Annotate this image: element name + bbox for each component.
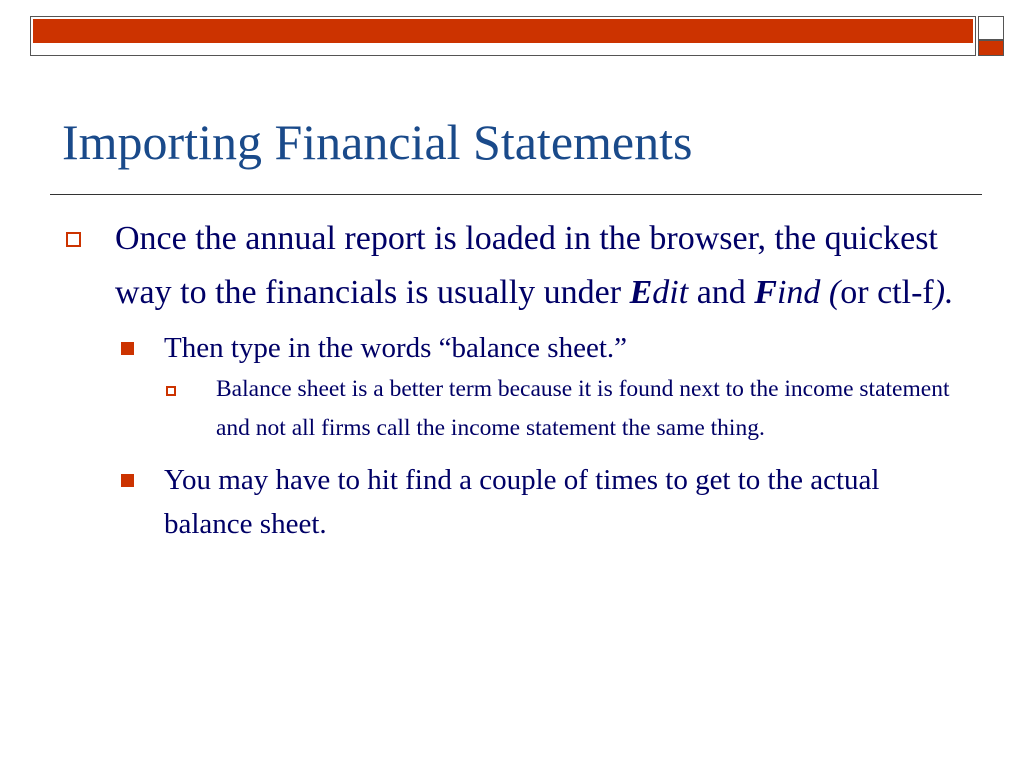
bullet-text: Balance sheet is a better term because it is found next to the income statement and not all firms call the income statement the same thing. xyxy=(216,376,950,441)
top-banner-stripe xyxy=(33,19,973,43)
bullet-text-and: and xyxy=(688,274,755,311)
edit-menu-rest: dit xyxy=(652,274,689,311)
bullet-level1-item xyxy=(115,212,955,320)
bullet-text-closing: ). xyxy=(933,274,954,311)
corner-box-bottom xyxy=(978,40,1004,56)
top-banner xyxy=(30,16,976,56)
bullet-text-intro: Once the annual report is loaded in the browser, the quickest way to the financials is usually under xyxy=(115,220,938,311)
edit-menu-initial: E xyxy=(629,274,653,311)
bullet-text: You may have to hit find a couple of times to get to the actual balance sheet. xyxy=(164,464,880,540)
find-menu-initial: F xyxy=(754,274,777,311)
bullet-text: Then type in the words “balance sheet.” xyxy=(164,332,628,364)
solid-square-bullet-icon xyxy=(121,342,134,355)
hollow-square-bullet-icon xyxy=(166,386,176,396)
find-menu-rest: ind ( xyxy=(776,274,841,311)
bullet-level3-item xyxy=(216,370,976,448)
shortcut-text: or ctl-f xyxy=(840,274,934,311)
title-divider xyxy=(50,194,982,195)
slide-title: Importing Financial Statements xyxy=(62,114,693,170)
bullet-level2-item xyxy=(164,326,964,370)
corner-box-top xyxy=(978,16,1004,40)
solid-square-bullet-icon xyxy=(121,474,134,487)
bullet-level2-item xyxy=(164,458,964,546)
hollow-square-bullet-icon xyxy=(66,232,81,247)
slide-body xyxy=(0,212,1024,546)
